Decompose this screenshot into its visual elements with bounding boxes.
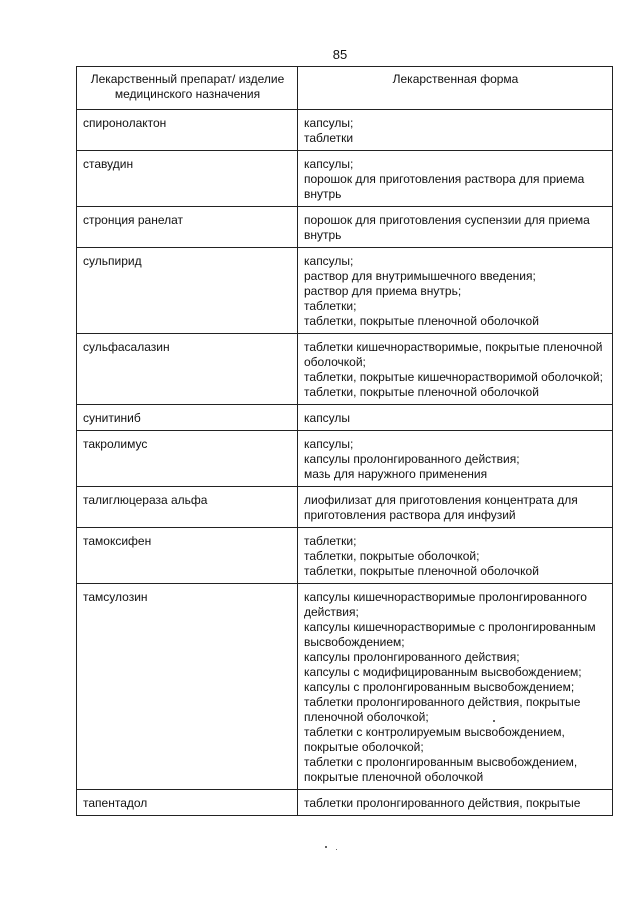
dosage-form-line: таблетки с контролируемым высвобождением, покрытые оболочкой; [304, 725, 565, 754]
drug-name-cell: стронция ранелат [77, 207, 298, 248]
drug-table [76, 66, 613, 816]
table-row [77, 487, 613, 528]
dosage-form-line: капсулы кишечнорастворимые с пролонгированным высвобождением; [304, 620, 596, 649]
dosage-form-line: капсулы пролонгированного действия; [304, 452, 520, 466]
dosage-form-line: таблетки кишечнорастворимые, покрытые пленочной оболочкой; [304, 340, 603, 369]
table-row [77, 151, 613, 207]
table-row [77, 405, 613, 431]
dosage-form-line: таблетки, покрытые кишечнорастворимой оболочкой; [304, 370, 603, 384]
table-row [77, 528, 613, 584]
dosage-form-cell [298, 487, 613, 528]
column-header-form: Лекарственная форма [298, 67, 613, 110]
dosage-form-cell [298, 207, 613, 248]
dosage-form-line: таблетки [304, 131, 354, 145]
scan-speck [336, 849, 337, 850]
dosage-form-line: мазь для наружного применения [304, 467, 488, 481]
drug-name-cell: тапентадол [77, 790, 298, 816]
dosage-form-line: порошок для приготовления суспензии для приема внутрь [304, 213, 590, 242]
scan-speck [493, 720, 495, 722]
drug-name-cell: сульфасалазин [77, 334, 298, 405]
table-body [77, 110, 613, 816]
dosage-form-line: таблетки, покрытые пленочной оболочкой [304, 385, 539, 399]
table-row [77, 207, 613, 248]
dosage-form-cell [298, 151, 613, 207]
dosage-form-line: таблетки; [304, 534, 357, 548]
table-row [77, 584, 613, 790]
dosage-form-line: капсулы; [304, 116, 354, 130]
dosage-form-line: капсулы; [304, 254, 354, 268]
table-header-row [77, 67, 613, 110]
dosage-form-line: раствор для внутримышечного введения; [304, 269, 536, 283]
drug-name-cell: спиронолактон [77, 110, 298, 151]
table-row [77, 248, 613, 334]
table-row [77, 334, 613, 405]
drug-name-cell: тамсулозин [77, 584, 298, 790]
table-row [77, 110, 613, 151]
dosage-form-cell [298, 528, 613, 584]
dosage-form-cell [298, 334, 613, 405]
dosage-form-line: капсулы; [304, 157, 354, 171]
dosage-form-line: лиофилизат для приготовления концентрата для приготовления раствора для инфузий [304, 493, 578, 522]
scan-speck [325, 846, 327, 848]
dosage-form-line: таблетки; [304, 299, 357, 313]
dosage-form-line: таблетки, покрытые оболочкой; [304, 549, 480, 563]
dosage-form-cell [298, 584, 613, 790]
drug-name-cell: тамоксифен [77, 528, 298, 584]
dosage-form-cell [298, 790, 613, 816]
dosage-form-line: капсулы [304, 411, 351, 425]
drug-name-cell: талиглюцераза альфа [77, 487, 298, 528]
dosage-form-line: капсулы с модифицированным высвобождением; [304, 665, 582, 679]
dosage-form-line: таблетки, покрытые пленочной оболочкой [304, 564, 539, 578]
dosage-form-cell [298, 248, 613, 334]
drug-name-cell: ставудин [77, 151, 298, 207]
dosage-form-line: раствор для приема внутрь; [304, 284, 462, 298]
dosage-form-cell [298, 405, 613, 431]
drug-name-cell: сульпирид [77, 248, 298, 334]
table-row [77, 790, 613, 816]
dosage-form-line: капсулы с пролонгированным высвобождением; [304, 680, 575, 694]
dosage-form-cell [298, 110, 613, 151]
dosage-form-line: таблетки, покрытые пленочной оболочкой [304, 314, 539, 328]
dosage-form-line: капсулы; [304, 437, 354, 451]
drug-name-cell: такролимус [77, 431, 298, 487]
dosage-form-line: капсулы кишечнорастворимые пролонгированного действия; [304, 590, 587, 619]
column-header-drug: Лекарственный препарат/ изделие медицинского назначения [77, 67, 298, 110]
dosage-form-line: порошок для приготовления раствора для приема внутрь [304, 172, 585, 201]
drug-name-cell: сунитиниб [77, 405, 298, 431]
dosage-form-cell [298, 431, 613, 487]
dosage-form-line: таблетки пролонгированного действия, покрытые пленочной оболочкой; [304, 695, 581, 724]
page-number: 85 [332, 47, 348, 62]
table-row [77, 431, 613, 487]
dosage-form-line: таблетки с пролонгированным высвобождением, покрытые пленочной оболочкой [304, 755, 578, 784]
dosage-form-line: таблетки пролонгированного действия, покрытые [304, 796, 581, 810]
dosage-form-line: капсулы пролонгированного действия; [304, 650, 520, 664]
